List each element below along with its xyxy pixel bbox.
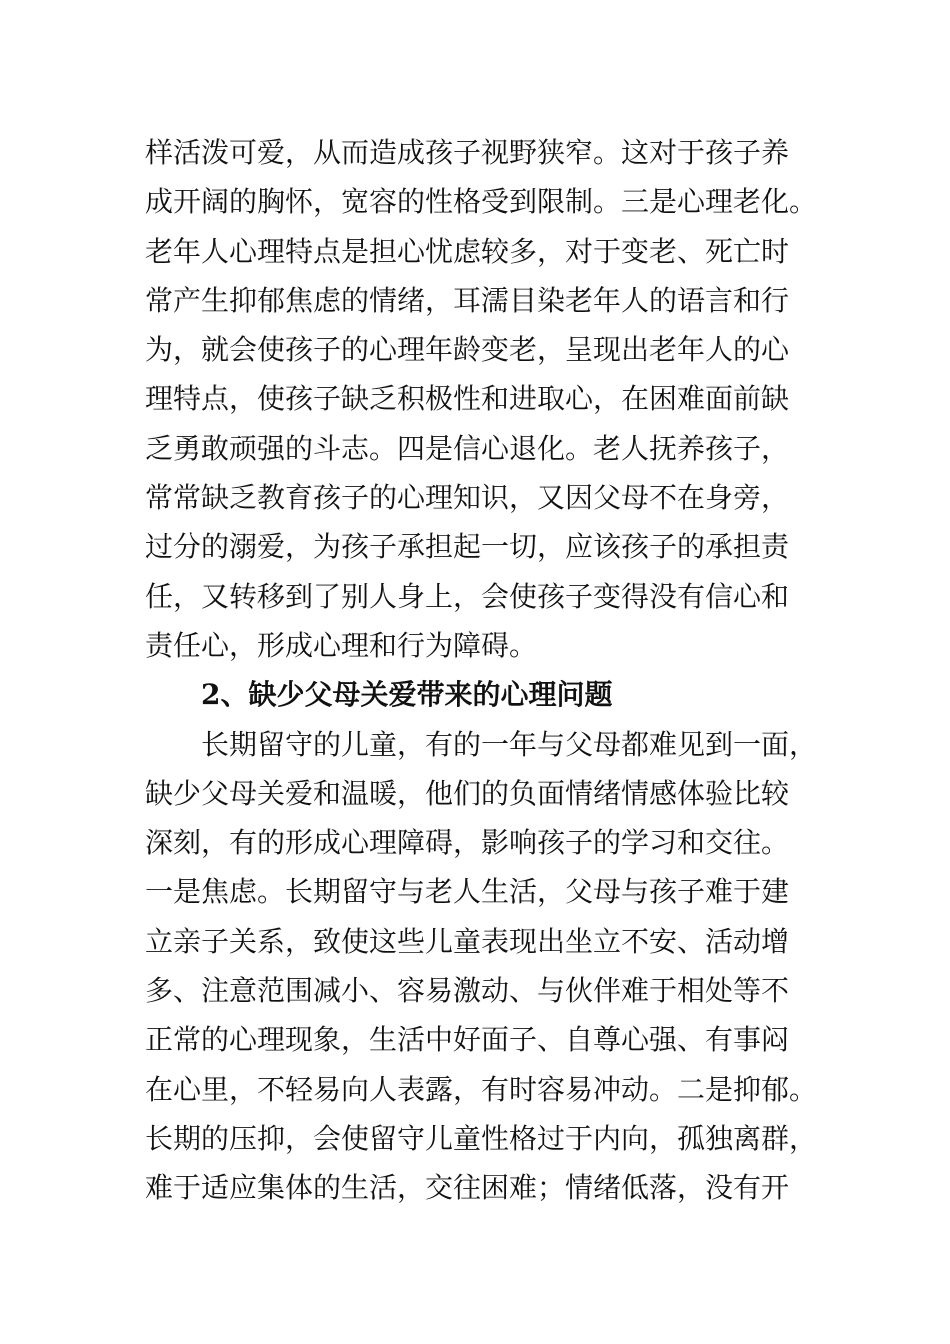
text-line: 常产生抑郁焦虑的情绪，耳濡目染老年人的语言和行 xyxy=(145,283,790,317)
text-line: 常常缺乏教育孩子的心理知识，又因父母不在身旁， xyxy=(145,481,790,515)
text-line: 责任心，形成心理和行为障碍。 xyxy=(145,628,538,662)
text-line: 过分的溺爱，为孩子承担起一切，应该孩子的承担责 xyxy=(145,530,790,564)
text-line: 长期的压抑，会使留守儿童性格过于内向，孤独离群， xyxy=(145,1121,818,1155)
text-line: 为，就会使孩子的心理年龄变老，呈现出老年人的心 xyxy=(145,333,790,367)
text-line: 正常的心理现象，生活中好面子、自尊心强、有事闷 xyxy=(145,1023,790,1057)
text-line: 一是焦虑。长期留守与老人生活，父母与孩子难于建 xyxy=(145,875,790,909)
text-line: 缺少父母关爱和温暖，他们的负面情绪情感体验比较 xyxy=(145,776,790,810)
text-line: 乏勇敢顽强的斗志。四是信心退化。老人抚养孩子， xyxy=(145,431,790,465)
text-line: 难于适应集体的生活，交往困难；情绪低落，没有开 xyxy=(145,1171,790,1205)
text-line: 多、注意范围减小、容易激动、与伙伴难于相处等不 xyxy=(145,974,790,1008)
body-text xyxy=(145,128,835,1213)
text-line: 老年人心理特点是担心忧虑较多，对于变老、死亡时 xyxy=(145,234,790,268)
section-heading: 2、缺少父母关爱带来的心理问题 xyxy=(201,678,613,712)
text-line: 理特点，使孩子缺乏积极性和进取心，在困难面前缺 xyxy=(145,382,790,416)
paragraph-first-line: 长期留守的儿童，有的一年与父母都难见到一面， xyxy=(201,727,818,761)
text-line: 任，又转移到了别人身上，会使孩子变得没有信心和 xyxy=(145,579,790,613)
text-line: 深刻，有的形成心理障碍，影响孩子的学习和交往。 xyxy=(145,826,790,860)
text-line: 成开阔的胸怀，宽容的性格受到限制。三是心理老化。 xyxy=(145,185,818,219)
text-line: 在心里，不轻易向人表露，有时容易冲动。二是抑郁。 xyxy=(145,1072,818,1106)
text-line: 立亲子关系，致使这些儿童表现出坐立不安、活动增 xyxy=(145,924,790,958)
text-line: 样活泼可爱，从而造成孩子视野狭窄。这对于孩子养 xyxy=(145,136,790,169)
